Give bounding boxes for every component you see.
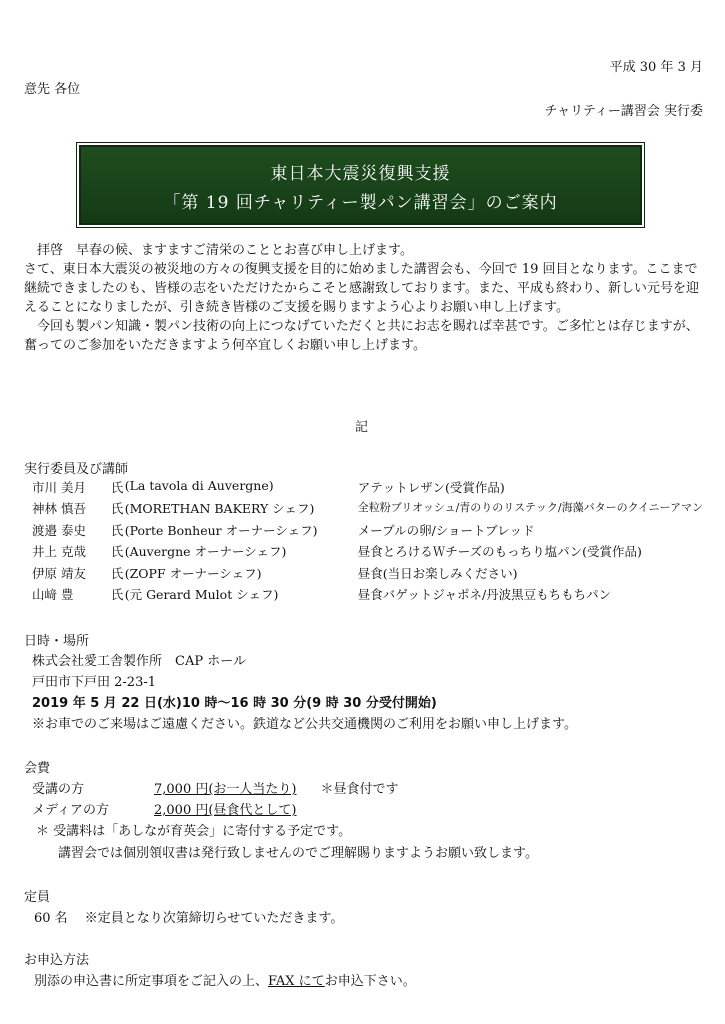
fee-amount: 7,000 円(お一人当たり) (154, 782, 297, 797)
application-text-after: お申込下さい。 (324, 974, 416, 989)
instructor-name: 神林 慎吾 (32, 501, 86, 517)
instructor-product: メープルの卵/ショートブレッド (357, 522, 535, 538)
title-banner (79, 145, 642, 225)
intro-closing: 今回も製パン知識・製パン技術の向上につなげていただくと共にお志を賜れば幸甚です。ご多忙とは存じますが、奮ってのご参加をいただきますよう何卒宜しくお願い申し上げます。 (24, 319, 699, 353)
application-fax: FAX にて (268, 974, 325, 989)
instructors-heading: 実行委員及び講師 (24, 462, 129, 477)
fee-row (32, 799, 297, 818)
instructor-product: 昼食(当日お楽しみください) (357, 565, 518, 581)
honorific: 氏 (110, 480, 124, 495)
table-row (32, 521, 725, 542)
intro-greeting: 拝啓 早春の候、ますますご清栄のこととお喜び申し上げます。 (24, 243, 413, 258)
instructor-product: 昼食とろけるＷチーズのもっちり塩パン(受賞作品) (357, 544, 642, 560)
fees-heading: 会費 (24, 761, 51, 776)
capacity-heading: 定員 (24, 890, 51, 905)
application-text (34, 970, 416, 989)
instructor-affiliation: (Porte Bonheur オーナーシェフ) (124, 522, 318, 538)
honorific: 氏 (110, 565, 124, 581)
fee-footnote-receipt: 講習会では個別領収書は発行致しませんのでご理解賜りますようお願い致します。 (58, 846, 538, 861)
table-row (32, 564, 725, 585)
fee-label: 受講の方 (32, 782, 85, 797)
instructor-product: 全粒粉ブリオッシュ/青のりのリステック/海藻バターのクイニーアマン (357, 501, 704, 515)
fee-footnote-donation: ＊ 受講料は「あしなが育英会」に寄付する予定です。 (36, 824, 352, 839)
addressee: 意先 各位 (24, 82, 81, 97)
venue-heading: 日時・場所 (24, 634, 90, 649)
honorific: 氏 (110, 501, 124, 517)
venue-note: ※お車でのご来場はご遠慮ください。鉄道など公共交通機関のご利用をお願い申し上げます。 (32, 717, 577, 732)
instructor-name: 山﨑 豊 (32, 586, 74, 602)
title-line-2: 「第 19 回チャリティー製パン講習会」のご案内 (163, 193, 558, 213)
document-date: 平成 30 年 3 月 (609, 60, 703, 75)
title-line-1: 東日本大震災復興支援 (270, 164, 451, 184)
application-heading: お申込方法 (24, 953, 90, 968)
instructor-affiliation: (Auvergne オーナーシェフ) (124, 544, 287, 560)
honorific: 氏 (110, 544, 124, 560)
table-row (32, 542, 725, 563)
venue-address: 戸田市下戸田 2-23-1 (32, 675, 157, 690)
organizer: チャリティー講習会 実行委 (544, 104, 703, 119)
instructor-product: 昼食バゲットジャポネ/丹波黒豆もちもちパン (357, 586, 612, 602)
fee-row (32, 778, 399, 797)
fee-amount: 2,000 円(昼食代として) (154, 803, 297, 818)
instructor-name: 渡邉 泰史 (32, 522, 86, 538)
instructor-name: 伊原 靖友 (32, 565, 86, 581)
application-text-before: 別添の申込書に所定事項をご記入の上、 (34, 974, 269, 989)
capacity-text: 60 名 ※定員となり次第締切らせていただきます。 (34, 911, 344, 926)
event-datetime: 2019 年 5 月 22 日(水)10 時〜16 時 30 分(9 時 30 分受付開始) (32, 696, 437, 711)
fee-note: ＊昼食付です (320, 782, 399, 797)
instructors-table (32, 478, 725, 606)
fee-label: メディアの方 (32, 803, 109, 818)
instructor-name: 市川 美月 (32, 480, 86, 495)
intro-text (24, 241, 704, 355)
table-row (32, 478, 725, 499)
honorific: 氏 (110, 586, 124, 602)
instructor-name: 井上 克哉 (32, 544, 86, 560)
instructor-affiliation: (元 Gerard Mulot シェフ) (124, 586, 279, 602)
table-row (32, 585, 725, 606)
instructor-affiliation: (MORETHAN BAKERY シェフ) (124, 501, 315, 517)
instructor-product: アテットレザン(受賞作品) (357, 480, 505, 495)
venue-name: 株式会社愛工舎製作所 CAP ホール (32, 654, 246, 669)
instructor-affiliation: (La tavola di Auvergne) (124, 478, 274, 493)
honorific: 氏 (110, 522, 124, 538)
table-row (32, 499, 725, 520)
ki-heading: 記 (355, 420, 369, 435)
instructor-affiliation: (ZOPF オーナーシェフ) (124, 565, 262, 581)
intro-body: さて、東日本大震災の被災地の方々の復興支援を目的に始めました講習会も、今回で 19 回目となります。ここまで継続できましたのも、皆様の志をいただけたからこそと感謝致しております。また、平成も終わり、新しい元号を迎えることになりましたが、引き続き皆様のご支援を賜りますよう心よりお願い申し上げます。 (24, 262, 699, 315)
